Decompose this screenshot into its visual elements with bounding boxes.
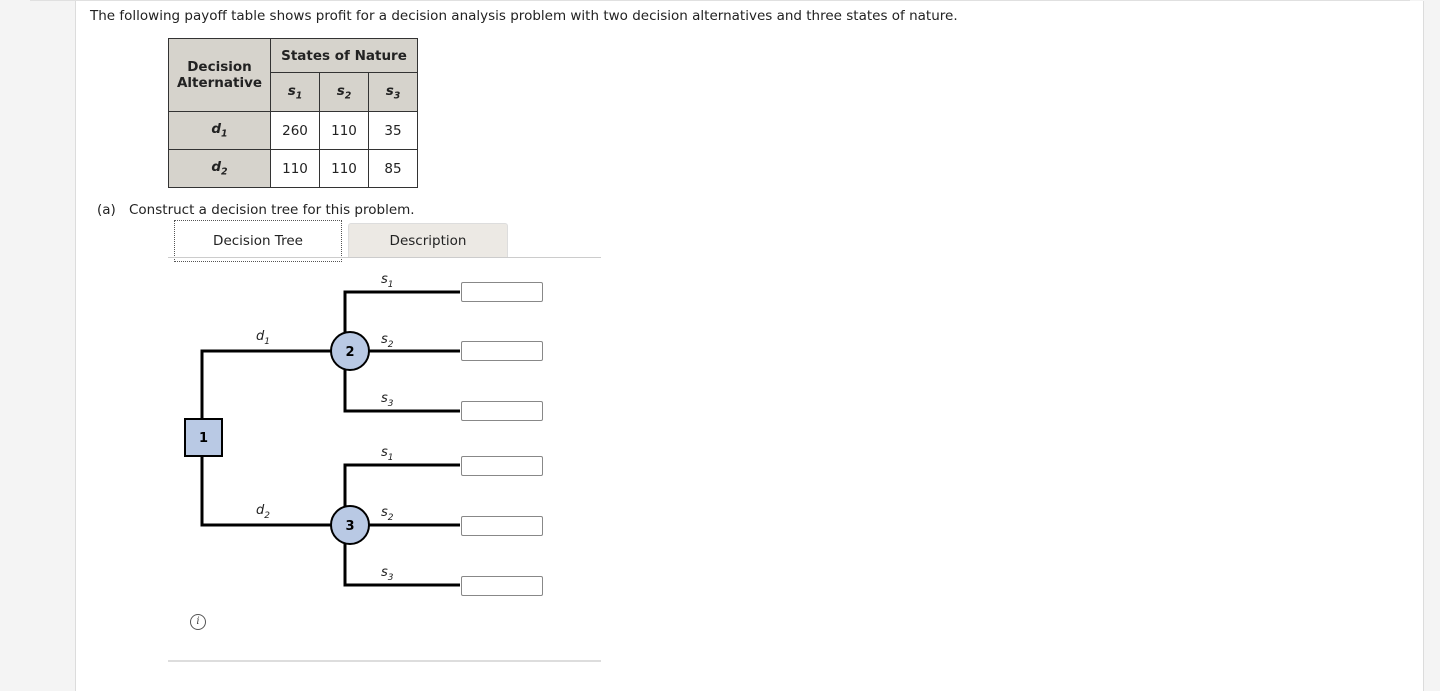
state-label-s2: $s_2$ xyxy=(381,505,394,523)
decision-node-label: 1 xyxy=(198,431,209,446)
state-label-s3: $s_3$ xyxy=(381,391,394,409)
node3-upper-branch xyxy=(345,465,460,507)
row-header-d2: $d_2$ xyxy=(169,150,271,188)
row-header-d1: $d_1$ xyxy=(169,112,271,150)
branch-d1-line xyxy=(202,351,332,419)
node2-lower-branch xyxy=(345,369,460,411)
header-state-s2: $s_2$ xyxy=(320,73,369,112)
chance-node-3-label: 3 xyxy=(345,519,355,534)
state-label-s1: $s_1$ xyxy=(381,445,394,463)
payoff-cell: 110 xyxy=(320,112,369,150)
part-a-label: (a) xyxy=(97,202,116,218)
payoff-input-d1-s3[interactable] xyxy=(461,401,543,421)
info-icon[interactable]: i xyxy=(190,614,206,630)
state-label-s1: $s_1$ xyxy=(381,272,394,290)
tab-decision-tree[interactable]: Decision Tree xyxy=(174,220,342,262)
payoff-input-d2-s3[interactable] xyxy=(461,576,543,596)
part-a-text: Construct a decision tree for this problem. xyxy=(129,202,415,218)
chance-node-2-label: 2 xyxy=(345,345,355,360)
header-decision-alternative: Decision Alternative xyxy=(169,39,271,112)
state-label-s3: $s_3$ xyxy=(381,565,394,583)
payoff-cell: 110 xyxy=(320,150,369,188)
payoff-input-d1-s2[interactable] xyxy=(461,341,543,361)
node3-lower-branch xyxy=(345,543,460,585)
branch-label-d2: $d_2$ xyxy=(256,503,270,521)
payoff-cell: 110 xyxy=(271,150,320,188)
payoff-input-d1-s1[interactable] xyxy=(461,282,543,302)
intro-text: The following payoff table shows profit for a decision analysis problem with two decision alternatives and three states of nature. xyxy=(90,8,958,24)
header-state-s3: $s_3$ xyxy=(369,73,418,112)
header-states-of-nature: States of Nature xyxy=(271,39,418,73)
payoff-cell: 35 xyxy=(369,112,418,150)
header-state-s1: $s_1$ xyxy=(271,73,320,112)
tab-description[interactable]: Description xyxy=(348,223,508,258)
state-label-s2: $s_2$ xyxy=(381,332,394,350)
node2-upper-branch xyxy=(345,292,460,333)
payoff-input-d2-s1[interactable] xyxy=(461,456,543,476)
payoff-cell: 260 xyxy=(271,112,320,150)
payoff-cell: 85 xyxy=(369,150,418,188)
bottom-divider xyxy=(168,660,601,662)
payoff-input-d2-s2[interactable] xyxy=(461,516,543,536)
branch-label-d1: $d_1$ xyxy=(256,329,270,347)
